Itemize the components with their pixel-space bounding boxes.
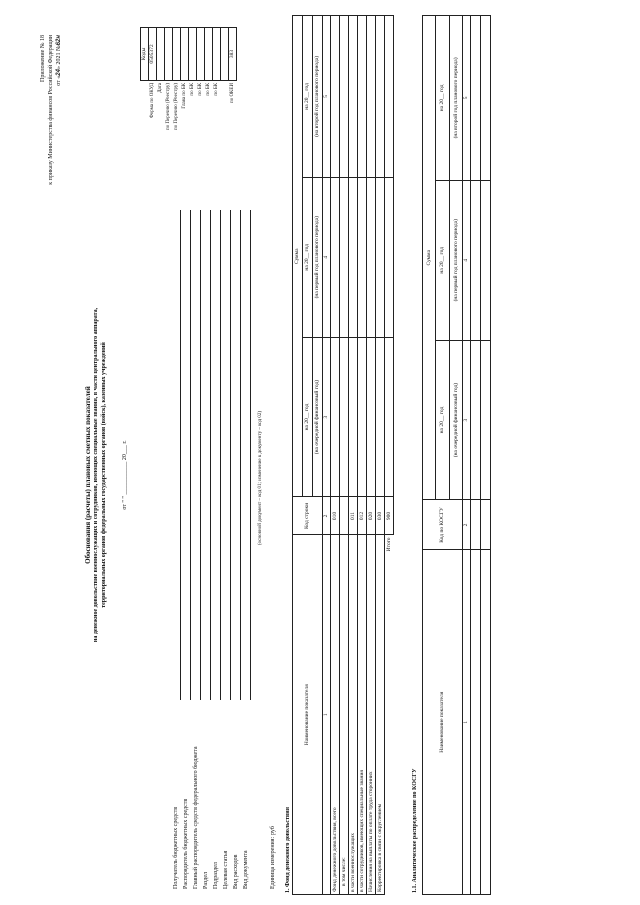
field-label: Целевая статья [223, 850, 229, 889]
s1-row-y2[interactable] [331, 177, 340, 337]
s1-row-y3[interactable] [358, 16, 367, 178]
s1-row-y1[interactable] [367, 337, 376, 497]
unit-value: руб [270, 826, 276, 835]
s1-header-y3: на 20__ год [303, 16, 313, 178]
s11-header-name: Наименование показателя [423, 550, 463, 895]
appendix-line1: Приложение № 18 [40, 35, 46, 82]
s1-row-y2[interactable] [349, 177, 358, 337]
s1-row-y1[interactable] [331, 337, 340, 497]
s1-row-y3[interactable] [367, 16, 376, 178]
form-title-line2: на денежное довольствие военнослужащих и сотрудников, имеющих специальные звания, в части центрального аппарата, [93, 307, 99, 643]
s1-row-y3[interactable] [331, 16, 340, 178]
s1-row-y1[interactable] [376, 337, 385, 497]
s1-colnum-3: 3 [323, 337, 331, 497]
s1-header-name: Наименование показателя [293, 535, 323, 895]
appendix-line3 [56, 35, 63, 265]
s1-colnum-4: 4 [323, 177, 331, 337]
field-input-line[interactable] [200, 210, 201, 700]
s1-row-code: 012 [358, 497, 367, 535]
field-input-line[interactable] [230, 210, 231, 700]
s1-row-y1[interactable] [340, 337, 349, 497]
s1-row-name: Фонд денежного довольствия, всего [331, 535, 340, 895]
s1-total-code: 900 [385, 497, 394, 535]
appendix-number: 62н [56, 35, 62, 46]
codes-value[interactable] [157, 28, 165, 81]
s11-row-y3[interactable] [481, 16, 491, 181]
doc-type-note: (основной документ – код 01; изменение к документу – код 02) [258, 410, 263, 545]
codes-table [140, 27, 237, 135]
codes-value[interactable] [173, 28, 181, 81]
s11-row-code[interactable] [481, 500, 491, 550]
codes-value[interactable]: 0505372 [149, 28, 157, 81]
s1-colnum-5: 5 [323, 16, 331, 178]
codes-value[interactable] [221, 28, 229, 81]
s1-row-code: 020 [367, 497, 376, 535]
field-label: Раздел [203, 872, 209, 889]
s1-row-name: в том числе: [340, 535, 349, 895]
field-label: Главный распорядитель средств федерального бюджета [193, 746, 199, 889]
codes-value[interactable] [189, 28, 197, 81]
s11-header-code: Код по КОСГУ [423, 500, 463, 550]
s11-header-y3: на 20__ год [436, 16, 449, 181]
s11-colnum-2: 2 [463, 500, 471, 550]
field-input-line[interactable] [180, 210, 181, 700]
unit-label: Единица измерения: [270, 836, 276, 889]
s11-row-name[interactable] [471, 550, 481, 895]
s11-header-y1-note: (на очередной финансовый год) [449, 340, 462, 500]
codes-label: Дата [157, 82, 163, 93]
s1-row-y2[interactable] [358, 177, 367, 337]
field-input-line[interactable] [190, 210, 191, 700]
s1-row-y2[interactable] [376, 177, 385, 337]
field-label: Распорядитель бюджетных средств [183, 798, 189, 889]
appendix-day: 24 [56, 69, 62, 76]
s1-row-code [340, 497, 349, 535]
s11-header-y2: на 20__ год [436, 180, 449, 340]
s1-row-y3[interactable] [349, 16, 358, 178]
codes-label: по БК [197, 82, 203, 96]
field-input-line[interactable] [250, 210, 251, 700]
s1-total-label: Итого [385, 535, 394, 895]
codes-label: по Перечню (Реестру) [165, 82, 171, 130]
s1-total-y3[interactable] [385, 16, 394, 178]
s1-row-y1[interactable] [358, 337, 367, 497]
s11-row-name[interactable] [481, 550, 491, 895]
s1-header-sum: Сумма [293, 16, 303, 497]
codes-label: Форма по ОКУД [149, 82, 155, 119]
s1-row-name: в части военнослужащих [349, 535, 358, 895]
section11-table [422, 15, 491, 895]
codes-label: Глава по БК [181, 82, 187, 109]
codes-value[interactable] [213, 28, 221, 81]
s1-row-code: 030 [376, 497, 385, 535]
form-date: от " " ___________ 20___ г. [122, 440, 128, 510]
section1-table [292, 15, 394, 895]
codes-value[interactable]: 383 [229, 28, 237, 81]
s1-row-code: 010 [331, 497, 340, 535]
codes-value[interactable] [197, 28, 205, 81]
codes-label: по БК [189, 82, 195, 96]
field-label: Вид расходов [233, 854, 239, 889]
codes-header: Коды [141, 28, 149, 81]
s1-header-y1: на 20__ год [303, 337, 313, 497]
s1-header-y3-note: (на второй год планового периода) [313, 16, 323, 178]
s1-header-y1-note: (на очередной финансовый год) [313, 337, 323, 497]
s11-colnum-4: 4 [463, 180, 471, 340]
s11-row-y2[interactable] [471, 180, 481, 340]
codes-value[interactable] [181, 28, 189, 81]
s1-header-y2-note: (на первый год планового периода) [313, 177, 323, 337]
s1-row-name: в части сотрудников, имеющих специальные звания [358, 535, 367, 895]
appendix-date-mid: » 2021 № [56, 45, 62, 70]
field-input-line[interactable] [210, 210, 211, 700]
codes-value[interactable] [165, 28, 173, 81]
s1-row-code: 011 [349, 497, 358, 535]
s1-row-name: Начисления на выплаты по оплате труда сторонних [367, 535, 376, 895]
s11-header-y1: на 20__ год [436, 340, 449, 500]
field-label: Подраздел [213, 862, 219, 889]
section11-title: 1.1. Аналитическое распределение по КОСГУ [412, 768, 418, 893]
s11-row-code[interactable] [471, 500, 481, 550]
s1-header-y2: на 20__ год [303, 177, 313, 337]
form-title-line3: территориальных органов федеральных государственных органов (войск), казенных учреждений [101, 342, 107, 608]
s1-row-y3[interactable] [376, 16, 385, 178]
codes-label [221, 80, 229, 135]
s11-colnum-1: 1 [463, 550, 471, 895]
field-label: Получатель бюджетных средств [173, 806, 179, 889]
s11-row-y1[interactable] [471, 340, 481, 500]
field-label: Вид документа [243, 850, 249, 889]
s1-row-name: Корректировка в связи с округлением [376, 535, 385, 895]
s11-row-y3[interactable] [471, 16, 481, 181]
s11-header-sum: Сумма [423, 16, 436, 500]
s1-row-y1[interactable] [349, 337, 358, 497]
codes-label: по БК [205, 82, 211, 96]
form-title-line1: Обоснования (расчеты) плановых сметных показателей [84, 386, 92, 564]
s11-header-y3-note: (на второй год планового периода) [449, 16, 462, 181]
appendix-date-prefix: от « [56, 75, 62, 86]
codes-value[interactable] [205, 28, 213, 81]
s11-row-y2[interactable] [481, 180, 491, 340]
codes-label: по ОКЕИ [229, 82, 235, 103]
s1-total-y2[interactable] [385, 177, 394, 337]
s11-colnum-3: 3 [463, 340, 471, 500]
s1-header-code: Код строки [293, 497, 323, 535]
appendix-line2: к приказу Министерства финансов Российской Федерации [48, 35, 54, 185]
codes-header-spacer [141, 80, 149, 135]
s1-row-y3[interactable] [340, 16, 349, 178]
field-input-line[interactable] [220, 210, 221, 700]
section1-title: 1. Фонд денежного довольствия [285, 807, 291, 893]
s11-row-y1[interactable] [481, 340, 491, 500]
s11-header-y2-note: (на первый год планового периода) [449, 180, 462, 340]
codes-label: по Перечню (Реестру) [173, 82, 179, 130]
s1-colnum-2: 2 [323, 497, 331, 535]
s11-colnum-5: 5 [463, 16, 471, 181]
field-input-line[interactable] [240, 210, 241, 700]
s1-row-y2[interactable] [367, 177, 376, 337]
s1-row-y2[interactable] [340, 177, 349, 337]
s1-total-y1[interactable] [385, 337, 394, 497]
s1-colnum-1: 1 [323, 535, 331, 895]
codes-label: по БК [213, 82, 219, 96]
